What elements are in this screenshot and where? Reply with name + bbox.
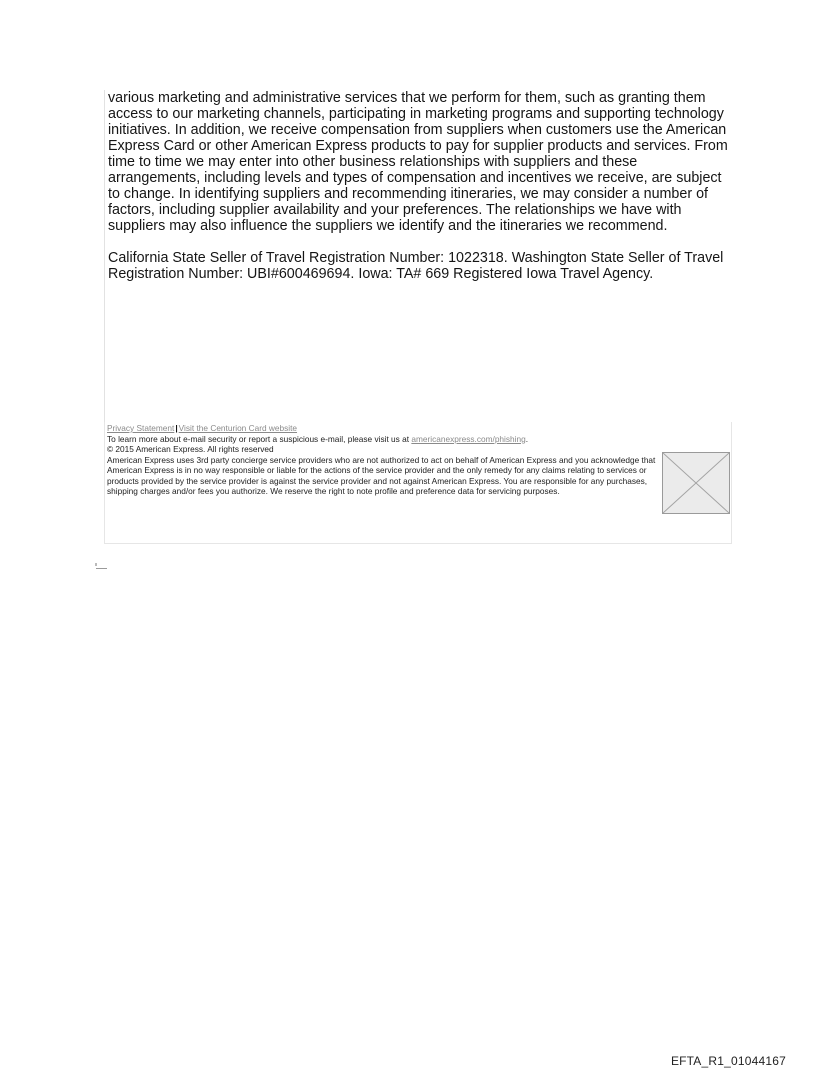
broken-image-icon — [663, 453, 729, 513]
document-id: EFTA_R1_01044167 — [670, 1054, 786, 1068]
link-separator: | — [175, 423, 178, 433]
footer-links — [107, 423, 731, 434]
phishing-link[interactable]: americanexpress.com/phishing — [411, 433, 526, 444]
security-notice — [107, 434, 731, 445]
centurion-card-link[interactable]: Visit the Centurion Card website — [178, 423, 298, 433]
email-footer — [104, 422, 732, 544]
email-body — [104, 90, 732, 422]
security-text: To learn more about e-mail security or report a suspicious e-mail, please visit us at — [107, 433, 410, 444]
broken-image-placeholder — [662, 452, 730, 514]
copyright: © 2015 American Express. All rights reserved — [107, 444, 274, 454]
security-period: . — [525, 433, 529, 444]
concierge-disclaimer: American Express uses 3rd party concierge service providers who are not authorized to act on behalf of American Express and you acknowledge that American Express is in no way responsible or liable for the actions of the service provider and the only remedy for any claims relating to services or products provided by the service provider is against the service provider and not against American Express. You are responsible for any purchases, shipping charges and/or fees you authorize. We reserve the right to note profile and preference data for servicing purposes. — [107, 454, 656, 496]
registration-numbers-paragraph: California State Seller of Travel Registration Number: 1022318. Washington State Seller of Travel Registration Number: UBI#600469694. Iowa: TA# 669 Registered Iowa Travel Agency. — [108, 250, 724, 282]
supplier-relationships-paragraph: various marketing and administrative services that we perform for them, such as granting them access to our marketing channels, participating in marketing programs and supporting technology initiatives. In addition, we receive compensation from suppliers when customers use the American Express Card or other American Express products to pay for supplier products and services. From time to time we may enter into other business relationships with suppliers and these arrangements, including levels and types of compensation and incentives we receive, are subject to change. In identifying suppliers and recommending itineraries, we may consider a number of factors, including supplier availability and your preferences. The relationships we have with suppliers may also influence the suppliers we identify and the itineraries we recommend. — [108, 90, 728, 234]
stray-mark — [95, 557, 108, 565]
privacy-statement-link[interactable]: Privacy Statement — [107, 423, 175, 433]
